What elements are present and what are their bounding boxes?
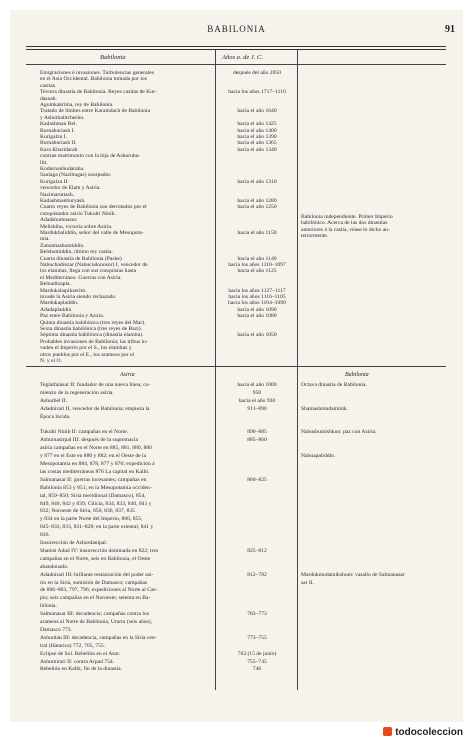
rows-top-right-line: babilónico. Acerca de las dos dinastías — [301, 220, 388, 227]
rows-bottom-mid-line: hacia el año 930 — [238, 397, 276, 404]
rows-bottom-left-line: y 834 en la parte Norte del Imperio, 860, 855, — [40, 516, 143, 523]
rows-bottom-left-line: Salmanasar II: guerras incesantes; campañas en — [40, 476, 147, 483]
rows-bottom-left-line: Salmanasar III: decadencia; campañas contra los — [40, 611, 149, 618]
rows-bottom-left-line: Babilonia 853 y 851; en la Mesopotamia occiden- — [40, 484, 152, 491]
rows-bottom-left-line: campañas en el Norte, seis en Babilonia, el Oeste — [40, 555, 151, 562]
rows-bottom-left-line: Ashurdan III: decadencia, campañas en la Siria cen- — [40, 634, 157, 641]
rows-bottom-mid-line: 812–782 — [247, 571, 267, 578]
rows-bottom-mid-line: 773–755 — [247, 634, 267, 641]
top-rule — [26, 46, 446, 47]
section-rule — [26, 366, 446, 367]
rows-bottom-mid-line: 783–773 — [247, 611, 267, 618]
rows-top-mid-line: hacia los años 1717–1110 — [228, 89, 286, 96]
footer-bar — [0, 722, 473, 742]
rows-top-left-line: vencedor de Elam y Asiria. — [40, 185, 101, 192]
rows-bottom-left-line: Adadnirari III: brillante restauración del poder asi- — [40, 571, 154, 578]
rows-top-left-line: Probables invasiones de Babilonia; las tribus in- — [40, 338, 148, 345]
rows-bottom-mid-line: 755–745 — [247, 658, 267, 665]
rows-top-left-line: llit. — [40, 159, 48, 166]
rows-top-left-line: Mardukbaliddin, señor del valle de Mesopota- — [40, 230, 144, 236]
rows-bottom-left-line: y 877 en el Este en 880 y 882; en el Oeste de la — [40, 453, 147, 460]
rows-bottom-mid-line: 950 — [252, 389, 262, 396]
rows-top-mid-line: hacia el año 1140 — [237, 255, 277, 262]
rows-top-left-line: dasnah. — [40, 95, 57, 102]
rows-bottom-left-line: pio; seis campañas en el Noroeste; setenta en Ba- — [40, 595, 151, 602]
document-page — [10, 10, 463, 722]
rows-bottom-left-line: Mesopotamia en 884, 878, 877 y 876; expedición á — [40, 461, 155, 467]
rows-bottom-left-line: 849, 846, 842 y 839; Cilicia, 834, 833, 840, 841 y — [40, 500, 152, 507]
rows-top-left-line: Kudurnanhudaraba. — [40, 166, 85, 172]
rows-bottom-left-line: Insurrección de Ashurdanipal. — [40, 540, 108, 546]
rows-bottom-mid-line: 825–812 — [247, 547, 267, 554]
rows-top-mid-line: hacia los años 1110–1097 — [228, 262, 286, 268]
top-rule-2 — [26, 49, 446, 50]
rows-top-left-line: el Mediterráneo. Guerras con Asiria. — [40, 274, 122, 281]
section-head-right: Babilonia — [345, 372, 369, 378]
rows-top-left-line: contrae matrimonio con la hija de Ashuruba- — [40, 153, 141, 160]
rows-top-left-line: casitas. — [40, 82, 57, 89]
page-header — [10, 24, 463, 36]
rows-bottom-left-line: Damasco 773. — [40, 626, 73, 633]
rows-bottom-left-line: 832; Noroeste de Siria, 850, 836, 837, 835 — [40, 508, 135, 515]
rows-top-mid-line: hacia el año 1310 — [237, 178, 277, 185]
rows-top-left-line: Quinta dinastía babilónica (tres reyes del Mar). — [40, 319, 146, 326]
rows-bottom-left-line: Época lúcida. — [40, 413, 71, 420]
rows-top-mid-line: hacia el año 1640 — [237, 108, 277, 115]
rows-top-left-line: Mardukshapikzerim. — [40, 287, 87, 294]
rows-top-left-line: Adadapladdin — [40, 306, 72, 313]
rows-top-right-line: anteriores á la casita, véase lo dicho an- — [301, 226, 390, 233]
rows-top-mid-line: hacia el año 1400 — [237, 127, 277, 134]
rows-bottom-left-line: tral (Hatarica) 772, 765, 755. — [40, 642, 106, 649]
rows-bottom-left-line: Tukulti Ninib II: campañas en el Norte. — [40, 429, 129, 436]
section-head-left: Asiria — [120, 372, 135, 378]
rows-bottom-left-line: las costas mediterráneas 876 La capital en Kalhi. — [40, 468, 150, 475]
rows-top-left-line: Saulaga (Nazibugas) usurpador. — [40, 172, 112, 179]
col-head-left: Babilonia — [100, 54, 126, 61]
rows-bottom-left-line: 836. — [40, 532, 50, 539]
rows-top-left-line: Zamamashumiddin. — [40, 242, 85, 249]
rows-top-mid-line: hacia el año 1425 — [237, 121, 277, 128]
rows-bottom-right-line: Nabushumishkun: paz con Asiria. — [301, 429, 377, 436]
rows-bottom-right-line: Shamashmudammik. — [301, 405, 349, 412]
rows-bottom-left-line: asiria campañas en el Norte en 885, 881, 880, 880 — [40, 445, 152, 452]
rows-top-mid-line: hacia el año 1390 — [237, 134, 277, 140]
rows-top-mid-line: hacia los años 1104–1090 — [228, 300, 286, 307]
rows-bottom-left-line: Adadnirari II, vencedor de Babilonia; empieza la — [40, 405, 150, 412]
rows-top-mid-line: hacia el año 1150 — [237, 230, 277, 236]
rows-top-left-line: mia. — [40, 236, 50, 243]
rows-top-left-line: Tratado de límites entre Karaindach de Babilonia — [40, 108, 151, 115]
rows-bottom-mid-line: 911–890 — [247, 405, 267, 412]
rows-top-right-line: Babilonia independiente. Primer Imperio — [301, 214, 393, 220]
rows-top-left-line: Kurigalzu I. — [40, 134, 68, 140]
rows-top-mid-line: hacia el año 1280 — [237, 198, 277, 204]
rows-bottom-left-line: Ashurnirari II: contra Arpad 754. — [40, 658, 115, 665]
rows-top-left-line: Cuarta dinastía de Babilonia (Pashe) — [40, 255, 122, 262]
rows-top-mid-line: hacia el año 1050 — [237, 332, 277, 339]
rows-top-mid-line: hacia el año 1090 — [237, 306, 277, 313]
rows-top-left-line: Kadashmanburyash. — [40, 198, 86, 204]
rows-top-left-line: Agumkakrima, rey de Babilonia. — [40, 102, 114, 108]
rows-bottom-right-line: Mardukmudamikshum: vasallo de Salmanasar — [301, 571, 405, 578]
rows-bottom-right-line: Octava dinastía de Babilonia. — [301, 382, 367, 388]
rows-top-mid-line: hacia los años 1116–1105 — [228, 294, 286, 300]
rows-bottom-left-line: Shamsi Adad IV: insurrección dominada en 822; tres — [40, 547, 159, 554]
rows-top-left-line: Nazimaruttash. — [40, 191, 75, 198]
rows-top-mid-line: hacia el año 1250 — [237, 204, 277, 211]
rows-top-left-line: Burnaburiash I. — [40, 127, 75, 134]
rows-bottom-left-line: tal, 859–850; Siria meridional (Damasco), 854, — [40, 492, 146, 499]
rows-top-left-line: Tercera dinastía de Babilonia. Reyes casitas de Kur- — [40, 89, 157, 96]
rows-top-left-line: Belnadinapla. — [40, 281, 71, 288]
rows-bottom-left-line: abandonado. — [40, 563, 69, 570]
rows-top-left-line: Mardukapladdin. — [40, 300, 79, 307]
rows-top-left-line: los elamitas, llega con sus conquistas hasta — [40, 268, 137, 275]
running-title: BABILONIA — [207, 24, 266, 34]
rows-top-left-line: conquistador asirio Tukulti Ninib. — [40, 210, 116, 217]
header-rule — [26, 64, 446, 65]
rows-top-left-line: Burnaburiash II. — [40, 140, 77, 147]
rows-top-left-line: y Ashurbalitcheshu. — [40, 114, 85, 121]
rows-bottom-left-line: bilonia. — [40, 603, 57, 610]
rows-top-left-line: otros pueblos por el E., los arameos por el — [40, 351, 135, 358]
rows-bottom-mid-line: hacia el año 1000 — [237, 382, 277, 388]
rows-top-left-line: Adadshumnasur. — [40, 217, 78, 224]
rows-bottom-mid-line: 746 — [252, 666, 262, 673]
rows-top-left-line: invade la Asiria siendo rechazado. — [40, 294, 117, 300]
rows-top-mid-line: hacia el año 1125 — [237, 268, 277, 275]
rows-top-left-line: Belshumiddin, último rey casita. — [40, 249, 113, 256]
rows-top-mid-line: hacia el año 1365 — [237, 140, 277, 147]
rows-bottom-left-line: arameos al Norte de Babilonia, Urartu (seis años), — [40, 619, 152, 625]
rows-bottom-left-line: Ashurbel II. — [40, 397, 68, 404]
rows-top-left-line: Paz entre Babilonia y Asiria. — [40, 313, 105, 320]
rows-top-left-line: vaden el Imperio por el S., los elamitas y — [40, 345, 132, 352]
rows-bottom-left-line: Teglatfalasar II: fundador de una nueva línea; co- — [40, 382, 151, 388]
column-divider-2 — [297, 50, 298, 690]
watermark-text: todocoleccion — [395, 727, 463, 738]
rows-top-left-line: Emigraciones é invasiones. Turbulencias generales — [40, 70, 154, 76]
page-number: 91 — [445, 24, 455, 35]
rows-bottom-right-line: sar II. — [301, 579, 315, 586]
rows-bottom-mid-line: 860–825 — [247, 476, 267, 483]
rows-top-mid-line: hacia el año 1080 — [237, 313, 277, 320]
rows-top-left-line: Cuatro reyes de Babilonia son derrotados por el — [40, 204, 147, 211]
rows-bottom-left-line: 845–833, 833, 831–828; en la parte oriental, 841 y — [40, 524, 154, 531]
todocoleccion-icon — [383, 727, 392, 736]
rows-bottom-left-line: Rebelión en Kalhi, fin de la dinastía. — [40, 666, 123, 673]
rows-top-right-line: teriormente. — [301, 233, 329, 240]
rows-top-left-line: Nabuchadrezar (Nabucodonosor) I, vencedor de — [40, 262, 148, 268]
rows-bottom-mid-line: 890–885 — [247, 429, 267, 436]
rows-top-left-line: Sexta dinastía babilónica (tres reyes de Bazi). — [40, 326, 143, 332]
rows-top-left-line: Kurigalzu II — [40, 178, 68, 185]
rows-bottom-left-line: de 806–803, 797, 796; expediciones al Norte al Cas- — [40, 587, 158, 594]
col-head-middle: Años a. de J. C. — [222, 54, 263, 61]
rows-top-left-line: en el Asia Occidental. Babilonia tomada por los — [40, 76, 147, 83]
rows-bottom-left-line: rio en la Siria, sumisión de Damasco; campañas — [40, 579, 148, 586]
column-divider-1 — [215, 50, 216, 690]
rows-bottom-right-line: Nabuapaliddin. — [301, 453, 336, 460]
rows-bottom-left-line: Ashurnasirpal III: después de la supremacía — [40, 437, 139, 444]
rows-top-left-line: Kadashman Bel. — [40, 121, 77, 128]
rows-top-mid-line: hacia los años 1127–1117 — [228, 287, 286, 294]
rows-bottom-mid-line: 763 (15 de junio) — [237, 650, 277, 657]
rows-top-mid-line: hacia el año 1340 — [237, 146, 277, 153]
rows-top-mid-line: después del año 2050 — [232, 70, 281, 76]
rows-top-left-line: Séptima dinastía babilónica (dinastía elamita). — [40, 332, 144, 339]
rows-top-left-line: Melishihu, victoria sobre Asiria. — [40, 223, 113, 230]
watermark — [383, 727, 463, 738]
rows-top-left-line: Kara Kharidarah — [40, 146, 78, 153]
rows-bottom-left-line: mienzo de la regeneración asiria. — [40, 389, 114, 396]
rows-top-left-line: N. y el O. — [40, 358, 62, 364]
rows-bottom-left-line: Eclipse de Sol. Rebelión en el Asur. — [40, 650, 121, 657]
rows-bottom-mid-line: 885–860 — [247, 437, 267, 444]
